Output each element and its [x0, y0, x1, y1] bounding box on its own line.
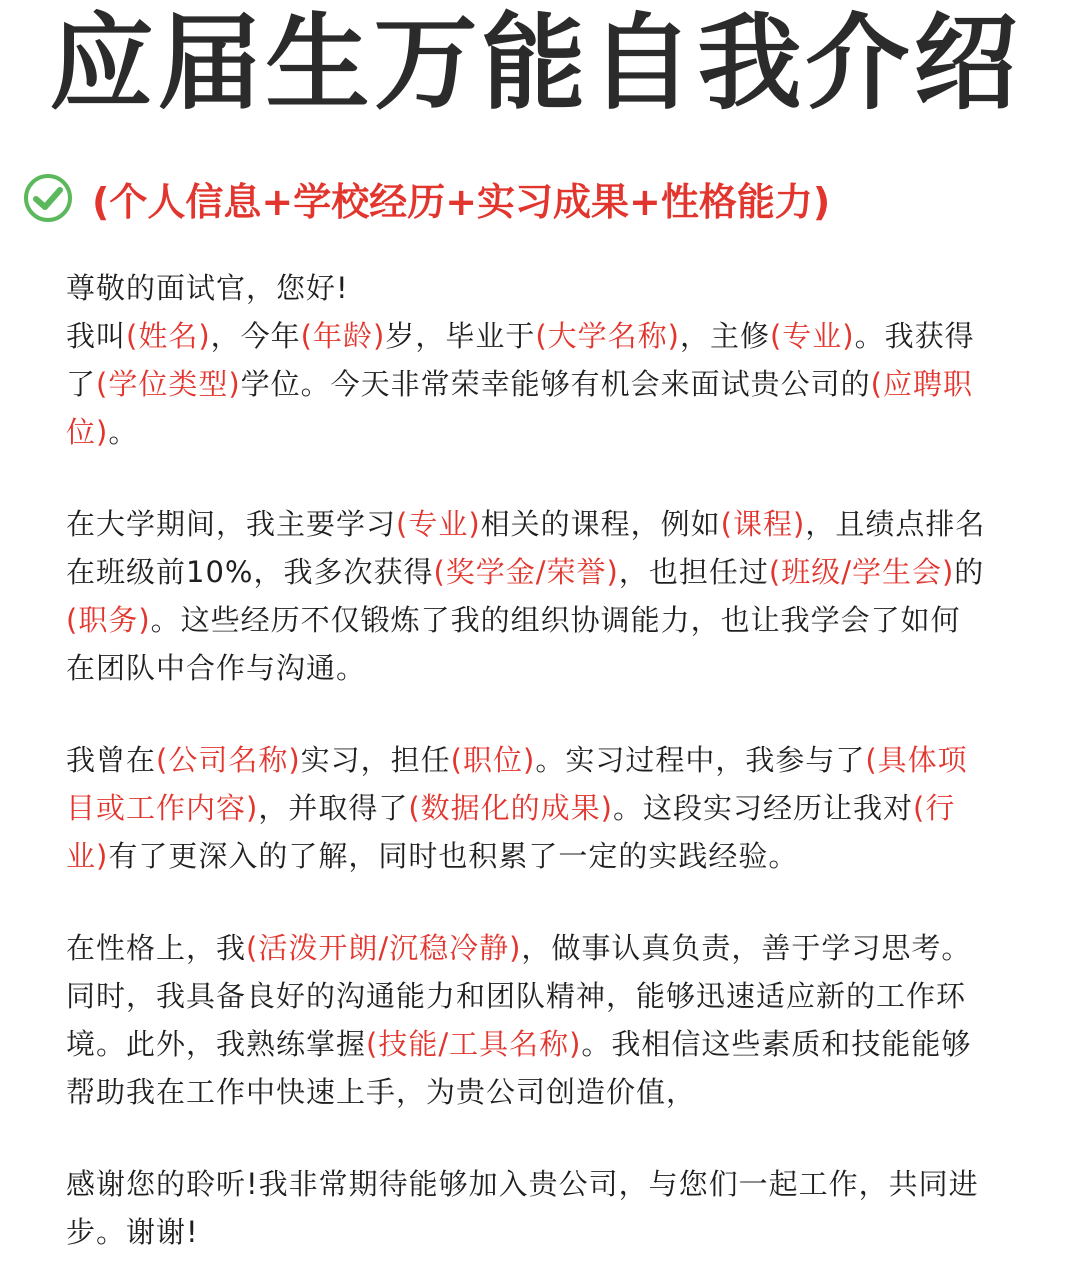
text-segment: 。 — [108, 415, 139, 449]
placeholder-field: (公司名称) — [156, 743, 301, 777]
placeholder-field: (大学名称) — [535, 319, 680, 353]
text-segment: ，并取得了 — [258, 791, 409, 825]
text-segment: 。实习过程中，我参与了 — [535, 743, 866, 777]
placeholder-field: (活泼开朗/沉稳冷静) — [246, 931, 522, 965]
text-segment: 尊敬的面试官，您好! — [66, 271, 349, 305]
placeholder-field: (专业) — [769, 319, 855, 353]
placeholder-field: (奖学金/荣誉) — [433, 555, 619, 589]
text-segment: 。我获得了 — [66, 319, 975, 401]
intro-body — [66, 264, 986, 1256]
placeholder-field: (具体项目或工作内容) — [66, 743, 968, 825]
text-segment: 的 — [954, 555, 985, 589]
text-segment: ，也担任过 — [618, 555, 769, 589]
text-segment: 学位。今天非常荣幸能够有机会来面试贵公司的 — [240, 367, 871, 401]
placeholder-field: (职务) — [66, 603, 151, 637]
text-segment: 在性格上，我 — [66, 931, 247, 965]
paragraph — [66, 924, 986, 1116]
text-segment: 在大学期间，我主要学习 — [66, 507, 397, 541]
placeholder-field: (数据化的成果) — [408, 791, 613, 825]
placeholder-field: (年龄) — [300, 319, 386, 353]
subtitle-row — [22, 168, 830, 228]
placeholder-field: (课程) — [720, 507, 806, 541]
placeholder-field: (应聘职位) — [66, 367, 973, 449]
placeholder-field: (姓名) — [126, 319, 211, 353]
placeholder-field: (班级/学生会) — [768, 555, 955, 589]
placeholder-field: (职位) — [450, 743, 536, 777]
text-segment: 我曾在 — [66, 743, 157, 777]
text-segment: ，今年 — [210, 319, 301, 353]
text-segment: 。我相信这些素质和技能能够帮助我在工作中快速上手，为贵公司创造价值， — [66, 1027, 972, 1109]
paragraph — [66, 264, 986, 456]
text-segment: 。这段实习经历让我对 — [612, 791, 913, 825]
text-segment: ，主修 — [679, 319, 770, 353]
text-segment: ，且绩点排名在班级前10%，我多次获得 — [66, 507, 986, 589]
placeholder-field: (专业) — [396, 507, 481, 541]
text-segment: 有了更深入的了解，同时也积累了一定的实践经验。 — [108, 839, 799, 873]
text-segment: 感谢您的聆听!我非常期待能够加入贵公司，与您们一起工作，共同进步。谢谢! — [66, 1167, 979, 1249]
text-segment: 相关的课程，例如 — [480, 507, 721, 541]
placeholder-field: (技能/工具名称) — [366, 1027, 582, 1061]
placeholder-field: (行业) — [66, 791, 956, 873]
paragraph — [66, 736, 986, 880]
text-segment: 我叫 — [66, 319, 127, 353]
paragraph — [66, 500, 986, 692]
text-segment: 。这些经历不仅锻炼了我的组织协调能力，也让我学会了如何在团队中合作与沟通。 — [66, 603, 961, 685]
check-circle-icon — [22, 172, 74, 224]
text-segment: ，做事认真负责，善于学习思考。同时，我具备良好的沟通能力和团队精神，能够迅速适应新的工作环境。此外，我熟练掌握 — [66, 931, 972, 1061]
subtitle: (个人信息+学校经历+实习成果+性格能力) — [92, 179, 831, 224]
text-segment: 实习，担任 — [300, 743, 451, 777]
page-title: 应届生万能自我介绍 — [49, 2, 1022, 124]
paragraph — [66, 1160, 986, 1256]
text-segment: 岁，毕业于 — [385, 319, 536, 353]
placeholder-field: (学位类型) — [96, 367, 241, 401]
